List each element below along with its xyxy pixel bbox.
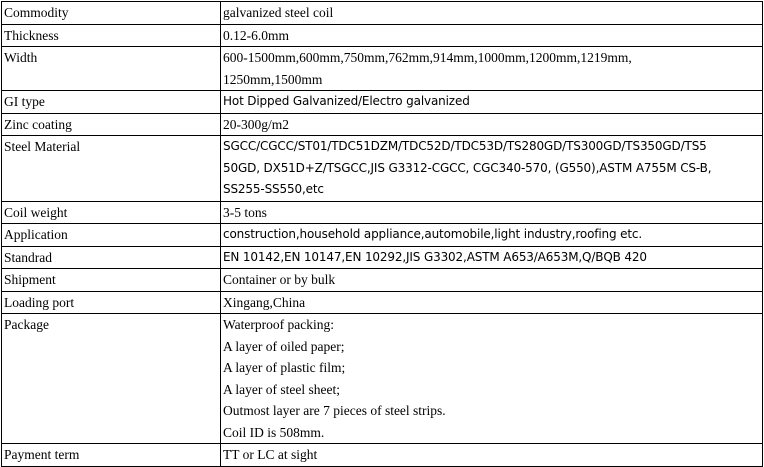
- row-label: Thickness: [2, 24, 221, 47]
- value-line: SGCC/CGCC/ST01/TDC51DZM/TDC52D/TDC53D/TS280GD/TS300GD/TS350GD/TS5: [223, 139, 707, 153]
- table-row: [2, 246, 763, 269]
- value-line: EN 10142,EN 10147,EN 10292,JIS G3302,ASTM A653/A653M,Q/BQB 420: [223, 249, 647, 264]
- value-line: galvanized steel coil: [223, 5, 334, 20]
- row-value: [221, 201, 763, 224]
- value-line: construction,household appliance,automobile,light industry,roofing etc.: [223, 227, 643, 241]
- value-line: TT or LC at sight: [223, 447, 318, 462]
- row-value: [221, 246, 763, 269]
- row-value: [221, 291, 763, 314]
- table-row: [2, 136, 763, 202]
- value-line: Outmost layer are 7 pieces of steel strips.: [223, 403, 446, 418]
- row-label: Payment term: [2, 444, 221, 467]
- row-value: [221, 47, 763, 91]
- table-row: [2, 47, 763, 91]
- row-label: Steel Material: [2, 136, 221, 202]
- value-line: 0.12-6.0mm: [223, 27, 289, 43]
- spec-table: [1, 1, 763, 467]
- spec-table-body: [2, 2, 763, 467]
- table-row: [2, 24, 763, 47]
- value-line: Hot Dipped Galvanized/Electro galvanized: [223, 94, 470, 108]
- table-row: [2, 269, 763, 292]
- value-line: 600-1500mm,600mm,750mm,762mm,914mm,1000mm,1200mm,1219mm,: [223, 50, 632, 65]
- row-label: Commodity: [2, 2, 221, 25]
- row-value: [221, 2, 763, 25]
- row-label: Coil weight: [2, 201, 221, 224]
- table-row: [2, 2, 763, 25]
- value-line: SS255-SS550,etc: [223, 182, 324, 196]
- value-line: 20-300g/m2: [223, 116, 289, 132]
- value-line: A layer of plastic film;: [223, 360, 346, 375]
- table-row: [2, 444, 763, 467]
- row-value: [221, 444, 763, 467]
- row-value: [221, 24, 763, 47]
- value-line: Container or by bulk: [223, 272, 336, 287]
- table-row: [2, 224, 763, 247]
- row-value: [221, 224, 763, 247]
- table-row: [2, 314, 763, 444]
- table-row: [2, 113, 763, 136]
- row-label: Zinc coating: [2, 113, 221, 136]
- value-line: Xingang,China: [223, 294, 306, 310]
- table-row: [2, 291, 763, 314]
- row-value: [221, 113, 763, 136]
- row-value: [221, 269, 763, 292]
- value-line: 1250mm,1500mm: [223, 71, 323, 87]
- row-label: Package: [2, 314, 221, 444]
- row-value: [221, 91, 763, 114]
- value-line: Waterproof packing:: [223, 317, 334, 332]
- row-label: Shipment: [2, 269, 221, 292]
- value-line: A layer of oiled paper;: [223, 338, 345, 354]
- row-label: Loading port: [2, 291, 221, 314]
- row-label: Width: [2, 47, 221, 91]
- row-value: [221, 314, 763, 444]
- table-row: [2, 201, 763, 224]
- row-label: Application: [2, 224, 221, 247]
- value-line: A layer of steel sheet;: [223, 381, 340, 397]
- row-label: GI type: [2, 91, 221, 114]
- value-line: 3-5 tons: [223, 204, 267, 220]
- value-line: Coil ID is 508mm.: [223, 424, 325, 440]
- row-label: Standrad: [2, 246, 221, 269]
- value-line: 50GD, DX51D+Z/TSGCC,JIS G3312-CGCC, CGC340-570, (G550),ASTM A755M CS-B,: [223, 160, 712, 175]
- row-value: [221, 136, 763, 202]
- table-row: [2, 91, 763, 114]
